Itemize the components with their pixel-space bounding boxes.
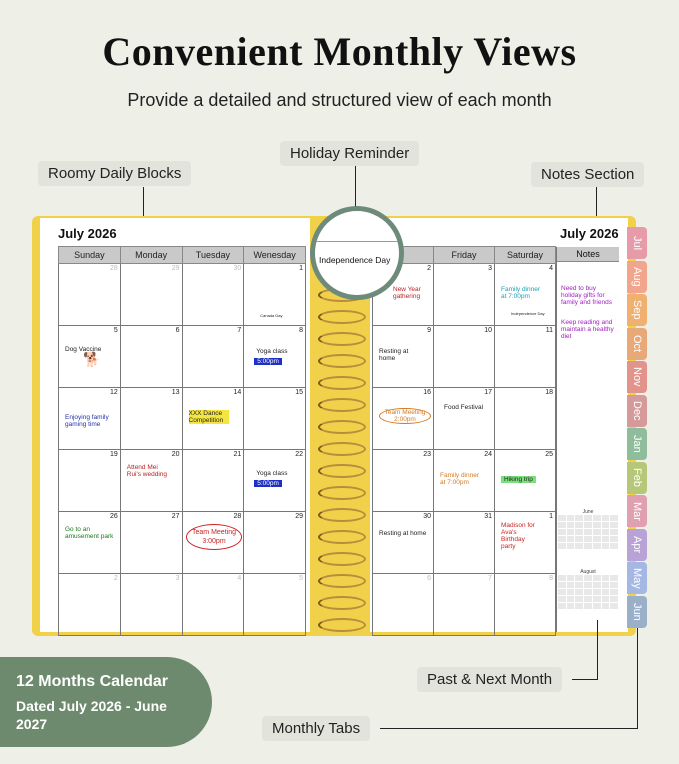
- day-number: 22: [295, 451, 303, 458]
- mini-month-label: August: [580, 569, 596, 575]
- day-cell[interactable]: [120, 450, 182, 512]
- tab-nov[interactable]: Nov: [627, 361, 647, 393]
- yoga-time-badge-2: 5:00pm: [254, 480, 282, 487]
- ring: [318, 354, 366, 368]
- ring: [318, 442, 366, 456]
- day-cell[interactable]: [434, 388, 495, 450]
- day-cell[interactable]: [495, 264, 556, 326]
- day-number: 8: [299, 327, 303, 334]
- day-number: 1: [549, 513, 553, 520]
- day-cell[interactable]: 7: [434, 574, 495, 636]
- day-header-wednesday: Wenesday: [244, 247, 306, 264]
- spiral-binding: [314, 240, 368, 640]
- independence-day-small-note: Independence Day: [511, 311, 545, 316]
- day-number: 16: [423, 389, 431, 396]
- ring: [318, 332, 366, 346]
- ring: [318, 508, 366, 522]
- resting-note-2: Resting at home: [379, 530, 427, 537]
- ring: [318, 464, 366, 478]
- day-cell[interactable]: [373, 388, 434, 450]
- day-cell[interactable]: 4: [182, 574, 244, 636]
- dog-icon: 🐕: [83, 351, 101, 367]
- day-cell[interactable]: [495, 512, 556, 574]
- day-header-saturday: Saturday: [495, 247, 556, 264]
- day-cell[interactable]: [59, 388, 121, 450]
- ring: [318, 574, 366, 588]
- mini-grid: [558, 515, 618, 549]
- callout-line-past-next-v: [597, 620, 598, 680]
- tab-feb[interactable]: Feb: [627, 462, 647, 494]
- day-number: 26: [109, 513, 118, 520]
- day-cell[interactable]: 10: [434, 326, 495, 388]
- day-cell[interactable]: 30: [182, 264, 244, 326]
- family-gaming-note: Enjoying family gaming time: [65, 414, 109, 428]
- callout-notes-section: Notes Section: [531, 162, 644, 187]
- day-cell[interactable]: 28: [59, 264, 121, 326]
- day-cell[interactable]: 8: [495, 574, 556, 636]
- day-cell[interactable]: 27: [120, 512, 182, 574]
- notes-entry-1: Need to buy holiday gifts for family and friends: [561, 285, 612, 306]
- day-header-monday: Monday: [120, 247, 182, 264]
- food-festival-note: Food Festival: [444, 404, 484, 411]
- day-number: 14: [233, 389, 242, 396]
- day-cell[interactable]: 23: [373, 450, 434, 512]
- day-cell[interactable]: [373, 512, 434, 574]
- left-month-label: July 2026: [58, 226, 117, 241]
- yoga-class-note: Yoga class: [256, 348, 288, 355]
- callout-line-holiday: [355, 166, 356, 208]
- page-title: Convenient Monthly Views: [102, 29, 577, 74]
- day-number: 4: [549, 265, 553, 272]
- callout-line-past-next-h: [572, 679, 598, 680]
- day-cell[interactable]: 31: [434, 512, 495, 574]
- day-cell[interactable]: 29: [244, 512, 306, 574]
- tab-may[interactable]: May: [627, 562, 647, 594]
- day-number: 20: [171, 451, 180, 458]
- day-number: 25: [545, 451, 553, 458]
- day-cell[interactable]: [59, 326, 121, 388]
- mini-grid: [558, 575, 618, 609]
- ring: [318, 420, 366, 434]
- notes-header: Notes: [557, 247, 619, 262]
- info-banner: [0, 657, 212, 747]
- callout-roomy-daily-blocks: Roomy Daily Blocks: [38, 161, 191, 186]
- day-number: 5: [113, 327, 118, 334]
- day-cell[interactable]: 11: [495, 326, 556, 388]
- dog-vaccine-note: Dog Vaccine: [65, 346, 102, 353]
- day-number: 30: [423, 513, 431, 520]
- day-cell[interactable]: 3: [434, 264, 495, 326]
- page-subtitle: Provide a detailed and structured view of each month: [127, 90, 552, 110]
- ring: [318, 530, 366, 544]
- day-cell[interactable]: 15: [244, 388, 306, 450]
- notes-entry-2: Keep reading and maintain a healthy diet: [561, 319, 614, 340]
- wedding-note: Attend Mei Rui's wedding: [126, 464, 168, 478]
- day-cell[interactable]: 29: [120, 264, 182, 326]
- amusement-park-note: Go to an amusement park: [65, 526, 114, 540]
- right-month-label: July 2026: [560, 226, 619, 241]
- canada-day-note: Canada Day: [260, 313, 283, 318]
- day-number: 2: [427, 265, 431, 272]
- team-meeting-note: Team Meeting 3:00pm: [186, 524, 242, 550]
- day-cell[interactable]: 6: [120, 326, 182, 388]
- day-cell[interactable]: 6: [373, 574, 434, 636]
- ring: [318, 398, 366, 412]
- holiday-magnifier: [310, 206, 404, 300]
- team-meeting-note-2: Team Meeting 2:00pm: [379, 408, 431, 424]
- mini-calendar-past: [558, 509, 618, 549]
- dance-competition-note: XXX Dance Competition: [189, 410, 229, 424]
- day-cell[interactable]: 21: [182, 450, 244, 512]
- day-header-friday: Friday: [434, 247, 495, 264]
- ring: [318, 486, 366, 500]
- ring: [318, 376, 366, 390]
- callout-line-tabs-v: [637, 628, 638, 729]
- ring: [318, 552, 366, 566]
- left-page: [40, 218, 310, 632]
- new-year-note: New Year gathering: [393, 286, 421, 300]
- right-calendar-grid: [372, 246, 556, 636]
- banner-subtitle: Dated July 2026 - June 2027: [16, 698, 167, 732]
- day-number: 28: [233, 513, 242, 520]
- callout-monthly-tabs: Monthly Tabs: [262, 716, 370, 741]
- day-cell[interactable]: 19: [59, 450, 121, 512]
- family-dinner-note: Family dinner at 7:00pm: [501, 286, 541, 300]
- day-cell[interactable]: 2: [59, 574, 121, 636]
- tab-dec[interactable]: Dec: [627, 395, 647, 427]
- day-number: 1: [299, 265, 303, 272]
- day-cell[interactable]: [59, 512, 121, 574]
- tab-jun[interactable]: Jun: [627, 596, 647, 628]
- day-cell[interactable]: [244, 264, 306, 326]
- tab-apr[interactable]: Apr: [627, 529, 647, 561]
- callout-past-next-month: Past & Next Month: [417, 667, 562, 692]
- day-number: 12: [109, 389, 118, 396]
- day-cell[interactable]: [495, 450, 556, 512]
- day-cell[interactable]: 7: [182, 326, 244, 388]
- day-header-tuesday: Tuesday: [182, 247, 244, 264]
- mini-calendar-next: [558, 569, 618, 609]
- ring: [318, 618, 366, 632]
- resting-note: Resting at home: [379, 348, 409, 362]
- tab-sep[interactable]: Sep: [627, 294, 647, 326]
- tab-jan[interactable]: Jan: [627, 428, 647, 460]
- day-cell[interactable]: [244, 450, 306, 512]
- tab-oct[interactable]: Oct: [627, 328, 647, 360]
- callout-holiday-reminder: Holiday Reminder: [280, 141, 419, 166]
- day-cell[interactable]: 13: [120, 388, 182, 450]
- day-cell[interactable]: [182, 388, 244, 450]
- day-cell[interactable]: 18: [495, 388, 556, 450]
- ring: [318, 596, 366, 610]
- day-number: 9: [427, 327, 431, 334]
- day-cell[interactable]: [434, 450, 495, 512]
- hiking-trip-note: Hiking trip: [501, 476, 536, 483]
- tab-mar[interactable]: Mar: [627, 495, 647, 527]
- yoga-time-badge: 5:00pm: [254, 358, 282, 365]
- tab-aug[interactable]: Aug: [627, 261, 647, 293]
- banner-title: 12 Months Calendar: [16, 673, 169, 690]
- left-calendar-grid: [58, 246, 306, 636]
- magnifier-holiday-text: Independence Day: [319, 255, 391, 265]
- day-number: 24: [484, 451, 492, 458]
- day-cell[interactable]: 5: [244, 574, 306, 636]
- day-cell[interactable]: [373, 326, 434, 388]
- tab-jul[interactable]: Jul: [627, 227, 647, 259]
- family-dinner-note-2: Family dinner at 7:00pm: [440, 472, 480, 486]
- mini-month-label: June: [582, 509, 594, 515]
- callout-line-tabs-h: [380, 728, 638, 729]
- day-header-sunday: Sunday: [59, 247, 121, 264]
- day-number: 17: [484, 389, 492, 396]
- day-cell[interactable]: [244, 326, 306, 388]
- birthday-party-note: Madison for Ava's Birthday party: [501, 522, 535, 550]
- yoga-class-note-2: Yoga class: [256, 470, 288, 477]
- day-cell[interactable]: 3: [120, 574, 182, 636]
- ring: [318, 310, 366, 324]
